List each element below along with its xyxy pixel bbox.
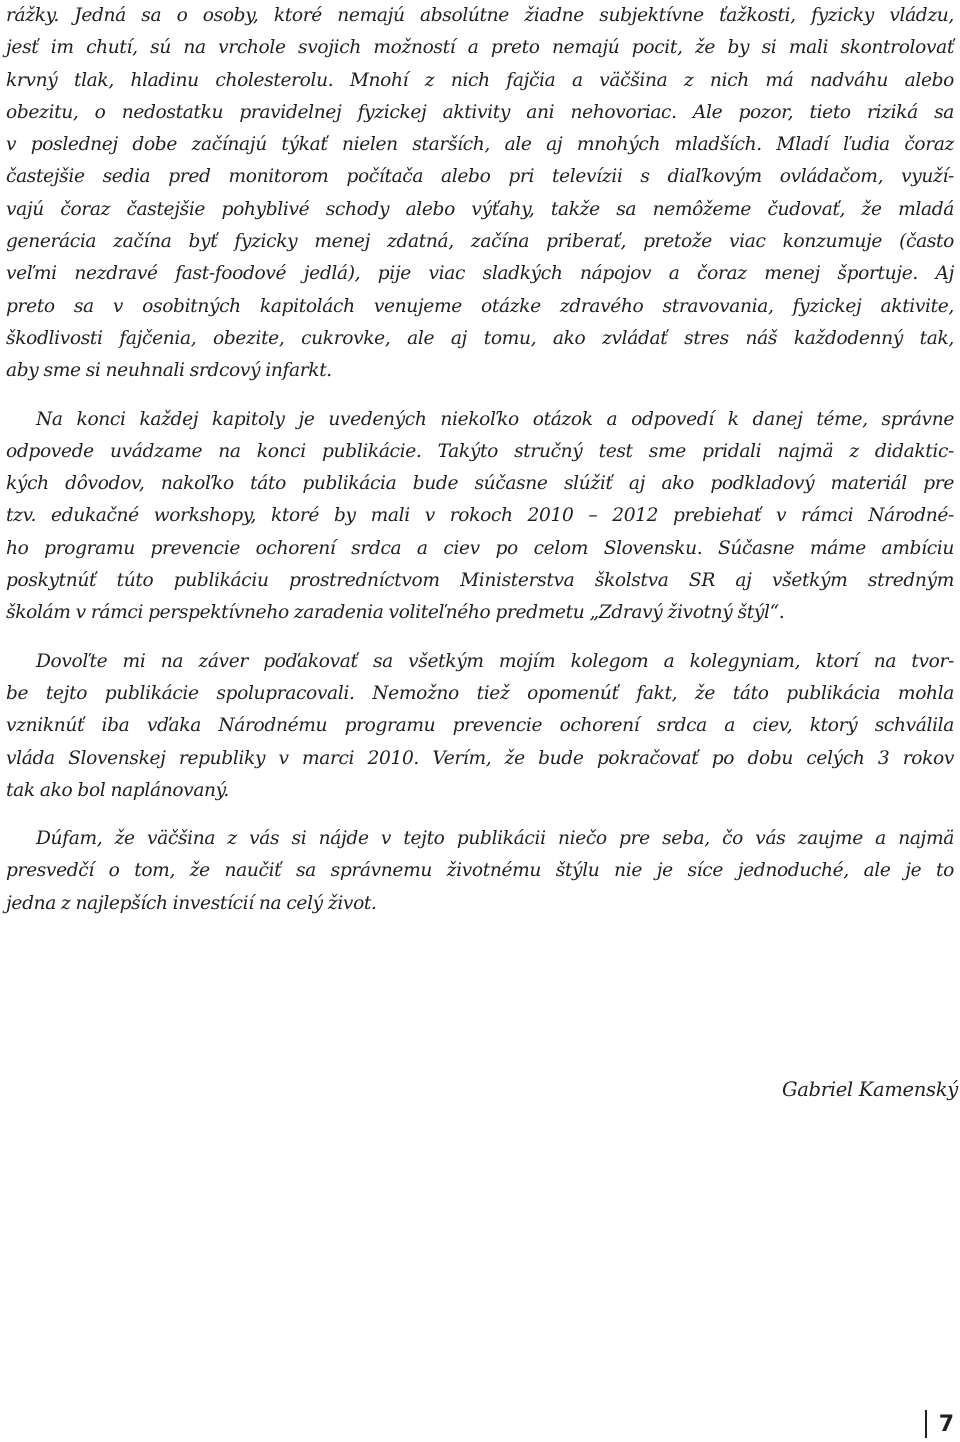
paragraph-spacer	[6, 630, 954, 646]
text-line: kých dôvodov, nakoľko táto publikácia bude súčasne slúžiť aj ako podkladový materiál pre	[6, 473, 954, 495]
text-line: častejšie sedia pred monitorom počítača alebo pri televízii s diaľkovým ovládačom, využí-	[6, 166, 954, 188]
body-text	[6, 0, 954, 920]
text-line: aby sme si neuhnali srdcový infarkt.	[6, 360, 332, 382]
paragraph-spacer	[6, 388, 954, 404]
text-line: vláda Slovenskej republiky v marci 2010. Verím, že bude pokračovať po dobu celých 3 rokov	[6, 747, 954, 769]
text-line: vzniknúť iba vďaka Národnému programu prevencie ochorení srdca a ciev, ktorý schválila	[6, 715, 954, 737]
text-line: Dúfam, že väčšina z vás si nájde v tejto publikácii niečo pre seba, čo vás zaujme a najmä	[36, 828, 954, 850]
paragraph-spacer	[6, 807, 954, 823]
page-number-divider	[925, 1410, 927, 1438]
paragraph-4	[6, 823, 954, 920]
text-line: tak ako bol naplánovaný.	[6, 779, 229, 801]
page-number: 7	[938, 1411, 954, 1437]
text-line: vajú čoraz častejšie pohyblivé schody alebo výťahy, takže sa nemôžeme čudovať, že mladá	[6, 198, 954, 220]
text-line: be tejto publikácie spolupracovali. Nemožno tiež opomenúť fakt, že táto publikácia mohla	[6, 682, 954, 704]
text-line: rážky. Jedná sa o osoby, ktoré nemajú absolútne žiadne subjektívne ťažkosti, fyzicky vládzu,	[6, 5, 954, 26]
text-line: v poslednej dobe začínajú týkať nielen starších, ale aj mnohých mladších. Mladí ľudia čoraz	[6, 134, 954, 156]
text-line: ho programu prevencie ochorení srdca a ciev po celom Slovensku. Súčasne máme ambíciu	[6, 537, 954, 559]
text-line: preto sa v osobitných kapitolách venujeme otázke zdravého stravovania, fyzickej aktivite,	[6, 295, 954, 317]
paragraph-1	[6, 0, 954, 388]
text-line: generácia začína byť fyzicky menej zdatná, začína priberať, pretože viac konzumuje (často	[6, 231, 954, 253]
text-line: tzv. edukačné workshopy, ktoré by mali v rokoch 2010 – 2012 prebiehať v rámci Národné-	[6, 505, 954, 527]
text-line: Dovoľte mi na záver poďakovať sa všetkým mojím kolegom a kolegyniam, ktorí na tvor-	[36, 650, 954, 672]
author-signature: Gabriel Kamenský	[781, 1078, 958, 1101]
text-line: veľmi nezdravé fast-foodové jedlá), pije viac sladkých nápojov a čoraz menej športuje. Aj	[6, 263, 954, 285]
text-line: presvedčí o tom, že naučiť sa správnemu životnému štýlu nie je síce jednoduché, ale je to	[6, 860, 954, 882]
paragraph-2	[6, 404, 954, 630]
paragraph-3	[6, 646, 954, 807]
text-line: obezitu, o nedostatku pravidelnej fyzickej aktivity ani nehovoriac. Ale pozor, tieto riziká sa	[6, 101, 954, 123]
text-line: škodlivosti fajčenia, obezite, cukrovke, ale aj tomu, ako zvládať stres náš každodenný tak,	[6, 327, 954, 349]
page-footer	[925, 1409, 954, 1439]
text-line: odpovede uvádzame na konci publikácie. Takýto stručný test sme pridali najmä z didaktic-	[6, 440, 954, 462]
text-line: krvný tlak, hladinu cholesterolu. Mnohí z nich fajčia a väčšina z nich má nadváhu alebo	[6, 69, 954, 91]
text-line: poskytnúť túto publikáciu prostredníctvom Ministerstva školstva SR aj všetkým stredným	[6, 570, 954, 592]
text-line: Na konci každej kapitoly je uvedených niekoľko otázok a odpovedí k danej téme, správne	[36, 408, 954, 430]
text-line: jedna z najlepších investícií na celý život.	[6, 892, 377, 914]
text-line: školám v rámci perspektívneho zaradenia voliteľného predmetu „Zdravý životný štýl“.	[6, 602, 785, 624]
text-line: jesť im chutí, sú na vrchole svojich možností a preto nemajú pocit, že by si mali skontrolovať	[6, 37, 954, 59]
